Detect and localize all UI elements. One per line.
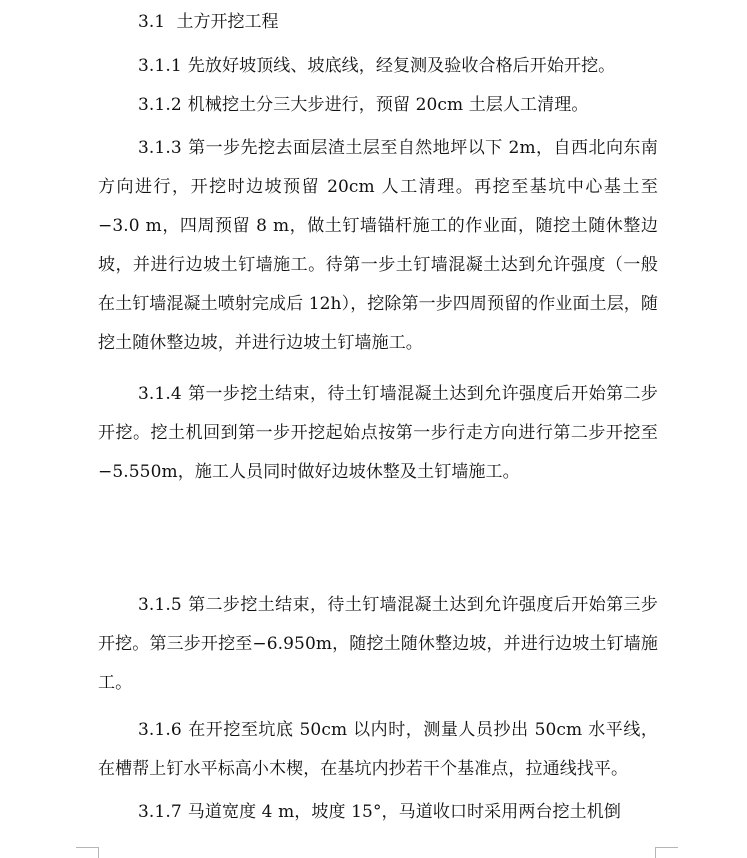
paragraph-text: 在开挖至坑底 50cm 以内时，测量人员抄出 50cm 水平线，在槽帮上钉水平标高小木楔，在基坑内抄若干个基准点，拉通线找平。	[98, 720, 658, 779]
paragraph-text: 第二步挖土结束，待土钉墙混凝土达到允许强度后开始第三步开挖。第三步开挖至−6.950m，随挖土随休整边坡，并进行边坡土钉墙施工。	[98, 595, 658, 693]
section-number: 3.1	[138, 12, 166, 32]
paragraph-number: 3.1.7	[138, 802, 182, 822]
paragraph-3-1-2	[98, 86, 658, 125]
paragraph-number: 3.1.4	[138, 384, 182, 404]
page-corner-mark-right	[655, 847, 678, 858]
paragraph-number: 3.1.2	[138, 95, 182, 115]
section-heading	[138, 10, 278, 34]
paragraph-3-1-3	[98, 129, 658, 363]
paragraph-number: 3.1.6	[138, 720, 182, 740]
paragraph-text: 第一步先挖去面层渣土层至自然地坪以下 2m，自西北向东南方向进行，开挖时边坡预留 20cm 人工清理。再挖至基坑中心基土至−3.0 m，四周预留 8 m，做土钉墙锚杆施工的作业面，随挖土随休整边坡，并进行边坡土钉墙施工。待第一步土钉墙混凝土达到允许强度（一般在土钉墙混凝土喷射完成后 12h），挖除第一步四周预留的作业面土层，随挖土随休整边坡，并进行边坡土钉墙施工。	[98, 138, 658, 353]
paragraph-3-1-4	[98, 375, 658, 492]
paragraph-3-1-6	[98, 711, 658, 789]
section-title: 土方开挖工程	[176, 12, 279, 32]
page-corner-mark-left	[76, 847, 99, 858]
paragraph-text: 第一步挖土结束，待土钉墙混凝土达到允许强度后开始第二步开挖。挖土机回到第一步开挖起始点按第一步行走方向进行第二步开挖至−5.550m，施工人员同时做好边坡休整及土钉墙施工。	[98, 384, 658, 482]
paragraph-text: 先放好坡顶线、坡底线，经复测及验收合格后开始开挖。	[187, 56, 616, 76]
paragraph-number: 3.1.1	[138, 56, 182, 76]
paragraph-text: 机械挖土分三大步进行，预留 20cm 土层人工清理。	[187, 95, 589, 115]
paragraph-number: 3.1.3	[138, 138, 182, 158]
paragraph-3-1-5	[98, 586, 658, 703]
paragraph-number: 3.1.5	[138, 595, 182, 615]
paragraph-3-1-1	[98, 47, 658, 86]
paragraph-3-1-7	[98, 793, 658, 832]
paragraph-text: 马道宽度 4 m，坡度 15°，马道收口时采用两台挖土机倒	[187, 802, 621, 822]
